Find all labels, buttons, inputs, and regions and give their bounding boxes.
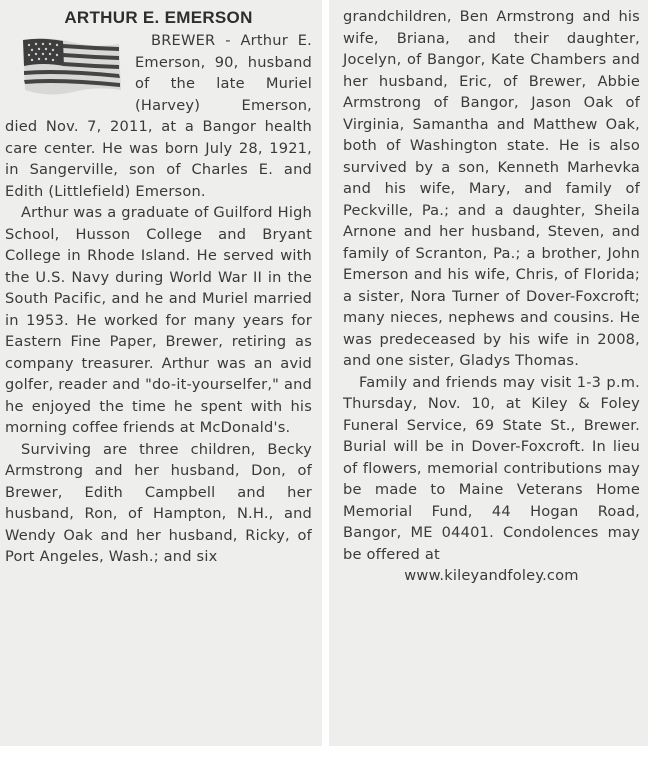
american-flag-icon <box>19 34 125 98</box>
intro-text: BREWER - Arthur E. Emerson, 90, husband of the late Muriel (Harvey) Emerson, died Nov. 7, 2011, at a Bangor health care center. He was born July 28, 1921, in Sangerville, son of Charles E. and Edith (Littlefield) Emerson. <box>5 32 312 200</box>
left-column <box>0 0 322 746</box>
right-column <box>329 0 648 746</box>
obituary-title: ARTHUR E. EMERSON <box>64 8 253 27</box>
obituary-paragraph-services: Family and friends may visit 1-3 p.m. Thursday, Nov. 10, at Kiley & Foley Funeral Service, 69 State St., Brewer. Burial will be in Dover-Foxcroft. In lieu of flowers, memorial contributions may be made to Maine Veterans Home Memorial Fund, 44 Hogan Road, Bangor, ME 04401. Condolences may be offered at <box>343 373 640 563</box>
funeral-home-website[interactable]: www.kileyandfoley.com <box>404 567 579 584</box>
obituary-paragraph-bio: Arthur was a graduate of Guilford High School, Husson College and Bryant College in Rhode Island. He served with the U.S. Navy during World War II in the South Pacific, and he and Muriel married in 1953. He worked for many years for Eastern Fine Paper, Brewer, retiring as company treasurer. Arthur was an avid golfer, reader and "do-it-yourselfer," and he enjoyed the time he spent with his morning coffee friends at McDonald's. <box>5 204 312 436</box>
column-gutter <box>322 0 329 766</box>
obituary-paragraph-intro <box>5 30 312 202</box>
obituary-paragraph-survivors: Surviving are three children, Becky Armstrong and her husband, Don, of Brewer, Edith Campbell and her husband, Ron, of Hampton, N.H., and Wendy Oak and her husband, Ricky, of Port Angeles, Wash.; and six <box>5 440 312 565</box>
obituary-paragraph-survivors-continued: grandchildren, Ben Armstrong and his wife, Briana, and their daughter, Jocelyn, of Bangor, Kate Chambers and her husband, Eric, of Brewer, Abbie Armstrong of Bangor, Jason Oak of Virginia, Samantha and Matthew Oak, both of Washington state. He is also survived by a son, Kenneth Marhevka and his wife, Mary, and family of Peckville, Pa.; and a daughter, Sheila Arnone and her husband, Steven, and family of Scranton, Pa.; a brother, John Emerson and his wife, Chris, of Florida; a sister, Nora Turner of Dover-Foxcroft; many nieces, nephews and cousins. He was predeceased by his wife in 2008, and one sister, Gladys Thomas. <box>343 8 640 369</box>
